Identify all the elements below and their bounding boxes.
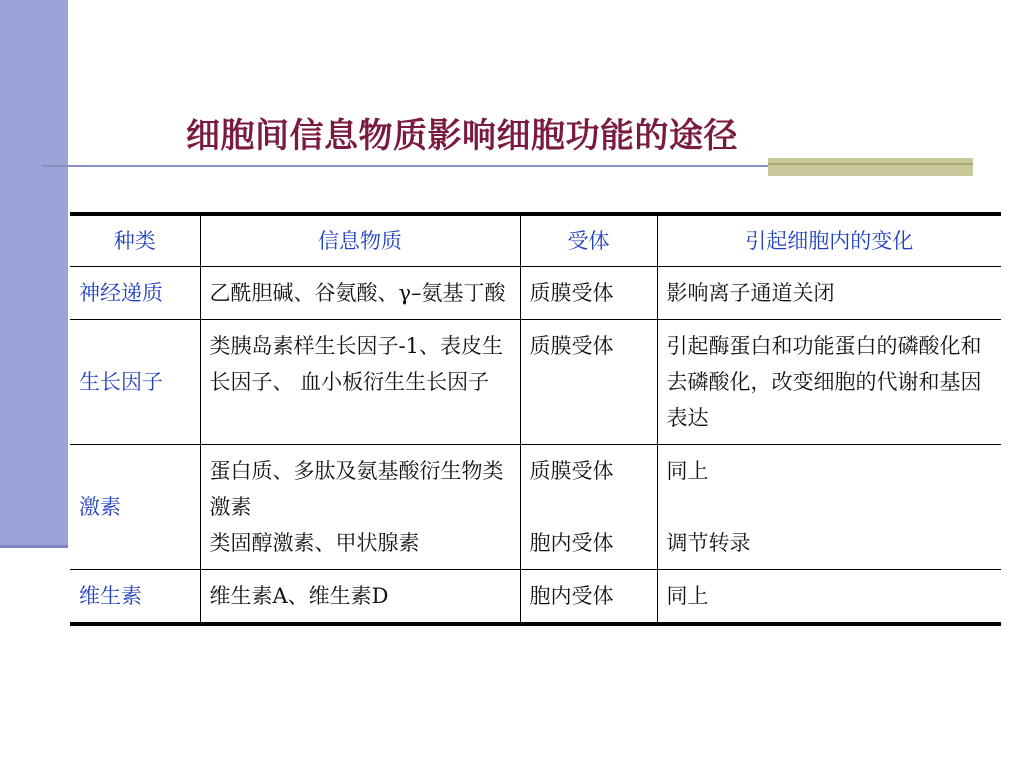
header-effect: 引起细胞内的变化 — [657, 214, 1001, 267]
header-substance: 信息物质 — [200, 214, 520, 267]
effect-same: 同上 — [666, 459, 709, 483]
header-receptor: 受体 — [520, 214, 657, 267]
row-substance — [200, 445, 520, 570]
row-effect: 影响离子通道关闭 — [657, 267, 1001, 320]
row-category: 激素 — [70, 445, 200, 570]
row-substance: 类胰岛素样生长因子-1、表皮生长因子、 血小板衍生生长因子 — [200, 320, 520, 445]
table-row — [70, 445, 1001, 570]
left-bar-edge — [0, 545, 68, 548]
effect-transcription: 调节转录 — [666, 531, 751, 555]
receptor-membrane: 质膜受体 — [529, 459, 614, 483]
table-row — [70, 320, 1001, 445]
row-effect: 引起酶蛋白和功能蛋白的磷酸化和去磷酸化，改变细胞的代谢和基因表达 — [657, 320, 1001, 445]
row-effect: 同上 — [657, 570, 1001, 625]
table-header-row — [70, 214, 1001, 267]
accent-bar-line — [768, 163, 973, 165]
receptor-intracellular: 胞内受体 — [529, 531, 614, 555]
row-receptor: 质膜受体 — [520, 267, 657, 320]
row-category: 生长因子 — [70, 320, 200, 445]
slide-title: 细胞间信息物质影响细胞功能的途径 — [186, 116, 738, 156]
table-row — [70, 267, 1001, 320]
row-category: 维生素 — [70, 570, 200, 625]
row-category: 神经递质 — [70, 267, 200, 320]
row-receptor: 胞内受体 — [520, 570, 657, 625]
left-decorative-bar — [0, 0, 68, 545]
signal-pathway-table — [70, 212, 1001, 626]
row-receptor — [520, 445, 657, 570]
receptor-spacer — [530, 489, 648, 525]
row-substance: 乙酰胆碱、谷氨酸、γ–氨基丁酸 — [200, 267, 520, 320]
row-receptor: 质膜受体 — [520, 320, 657, 445]
effect-spacer — [667, 489, 993, 525]
row-effect — [657, 445, 1001, 570]
table-row — [70, 570, 1001, 625]
substance-peptide-hormones: 蛋白质、多肽及氨基酸衍生物类激素 — [209, 459, 504, 519]
substance-steroid-hormones: 类固醇激素、甲状腺素 — [209, 531, 420, 555]
row-substance: 维生素A、维生素D — [200, 570, 520, 625]
accent-bar — [768, 158, 973, 176]
header-category: 种类 — [70, 214, 200, 267]
